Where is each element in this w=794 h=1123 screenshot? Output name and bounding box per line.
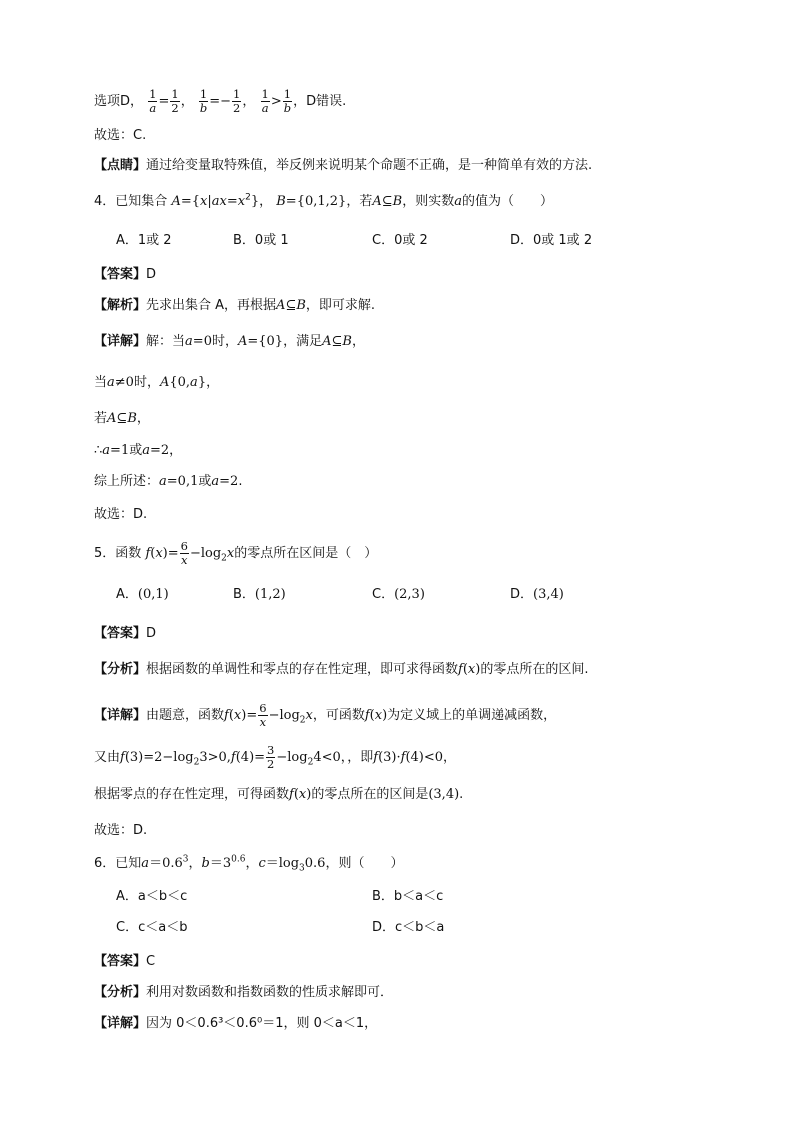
choice-line: 故选：D.	[94, 823, 148, 838]
conclusion-line: 故选：C.	[94, 128, 147, 143]
evaluation-line: 又由$f(3)=2-\log_23>0,f(4)=$ $\frac{3}{2}$ $-\log_24<0$，，即f(3)·f(4)<0，	[94, 743, 457, 771]
option-d: D．(3,4)	[510, 587, 564, 602]
fraction: $\frac{1}{a}$	[149, 87, 157, 115]
answer-line: 【答案】C	[94, 954, 156, 969]
summary-line: 综上所述：a=0,1或a=2.	[94, 474, 243, 489]
option-c: C．(2,3)	[372, 587, 425, 602]
fraction: $\frac{1}{b}$	[199, 87, 208, 115]
fraction: $\frac{1}{2}$	[171, 87, 179, 115]
question-6-stem: 6．已知$a=0.6^3$，$b=3^{0.6}$，$c=\log_30.6$，则（ ）	[94, 854, 404, 874]
theorem-line: 根据零点的存在性定理，可得函数f(x)的零点所在的区间是(3,4).	[94, 787, 464, 802]
option-a: A．a＜b＜c	[116, 889, 188, 904]
option-c: C．0或 2	[372, 233, 428, 248]
fraction: $\frac{6}{x}$	[180, 539, 188, 567]
choice-line: 故选：D.	[94, 507, 148, 522]
detail-line: 【详解】解：当a=0时，A={0}，满足A⊆B，	[94, 334, 365, 349]
condition-line: 若A⊆B，	[94, 411, 150, 426]
answer-line: 【答案】D	[94, 626, 157, 641]
option-b: B．b＜a＜c	[372, 889, 444, 904]
option-d: D．0或 1或 2	[510, 233, 593, 248]
detail-line: 【详解】由题意，函数f(x)= $\frac{6}{x}$ $-\log_2x$，可函数f(x)为定义域上的单调递减函数，	[94, 701, 557, 729]
question-4-stem: 4．已知集合 $A=\{x|ax=x^2\}$， B={0,1,2}，若A⊆B，则实数a的值为（ ）	[94, 192, 553, 209]
answer-line: 【答案】D	[94, 267, 157, 282]
analysis-line: 【分析】利用对数函数和指数函数的性质求解即可．	[94, 985, 394, 1000]
detail-line: 【详解】因为 0＜0.6³＜0.6⁰＝1，则 0＜a＜1，	[94, 1016, 378, 1031]
fraction: $\frac{1}{2}$	[233, 87, 241, 115]
fraction: $\frac{1}{b}$	[283, 87, 292, 115]
fraction: $\frac{1}{a}$	[261, 87, 269, 115]
option-b: B．0或 1	[233, 233, 289, 248]
analysis-line: 【解析】先求出集合 A，再根据A⊆B，即可求解.	[94, 298, 376, 313]
fraction: $\frac{3}{2}$	[267, 743, 275, 771]
option-d: D．c＜b＜a	[372, 920, 445, 935]
fraction: $\frac{6}{x}$	[259, 701, 267, 729]
option-a: A．1或 2	[116, 233, 172, 248]
option-b: B．(1,2)	[233, 587, 286, 602]
therefore-line: ∴a=1或a=2，	[94, 443, 183, 458]
option-a: A．(0,1)	[116, 587, 169, 602]
option-d-line: 选项D， $\frac{1}{a}$ = $\frac{1}{2}$ ， $\frac{1}{b}$ =− $\frac{1}{2}$ ， $\frac{1}{a}$ > $\frac{1}{b}$ ，D错误.	[94, 87, 347, 115]
question-5-stem: 5．函数 f(x)= $\frac{6}{x}$ $-\log_2x$的零点所在区间是（ ）	[94, 539, 378, 567]
analysis-line: 【分析】根据函数的单调性和零点的存在性定理，即可求得函数f(x)的零点所在的区间.	[94, 662, 589, 677]
option-c: C．c＜a＜b	[116, 920, 188, 935]
comment-line: 【点睛】通过给变量取特殊值，举反例来说明某个命题不正确，是一种简单有效的方法.	[94, 158, 593, 173]
case-line: 当a≠0时，A{0,a}，	[94, 375, 220, 390]
